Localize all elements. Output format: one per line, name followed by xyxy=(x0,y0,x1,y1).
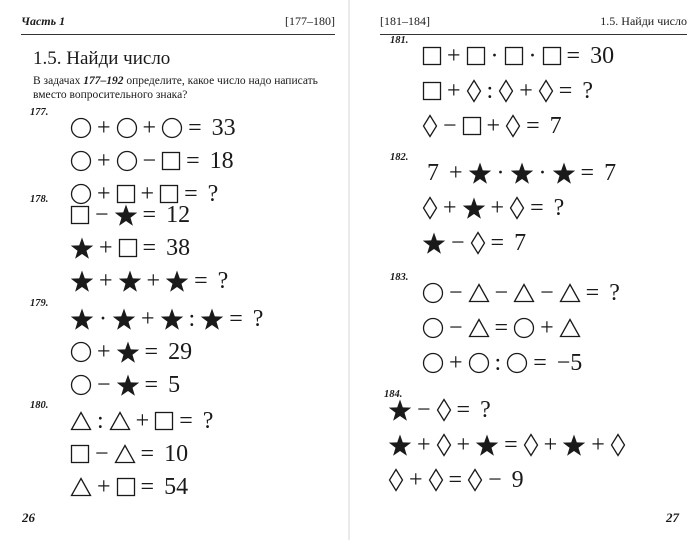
star-icon xyxy=(112,308,136,331)
minus-sign: − xyxy=(443,113,457,139)
diamond-icon xyxy=(428,468,444,492)
equation-value: ? xyxy=(553,195,565,221)
circle-icon xyxy=(506,352,528,374)
square-icon xyxy=(70,205,90,225)
equation-value: 7 xyxy=(549,113,562,139)
star-icon xyxy=(70,237,94,260)
equals-sign: = xyxy=(142,235,157,261)
plus-sign: + xyxy=(490,195,505,221)
problem-number: 182. xyxy=(390,152,409,163)
star-icon xyxy=(552,162,576,185)
triangle-icon xyxy=(559,318,581,338)
equals-sign: = xyxy=(144,339,159,365)
plus-sign: + xyxy=(97,115,111,141)
plus-sign: + xyxy=(456,432,471,458)
square-icon xyxy=(422,46,442,66)
star-icon xyxy=(160,308,184,331)
plus-sign: + xyxy=(591,432,605,458)
right-page xyxy=(350,0,699,540)
circle-icon xyxy=(70,117,92,139)
equals-sign: = xyxy=(448,467,463,493)
equals-sign: = xyxy=(526,113,540,139)
star-icon xyxy=(165,270,189,293)
circle-icon xyxy=(422,317,444,339)
triangle-icon xyxy=(559,283,581,303)
diamond-icon xyxy=(467,468,483,492)
minus-sign: − xyxy=(540,280,554,306)
equation-line xyxy=(70,266,233,296)
equation-line xyxy=(422,313,581,343)
plus-sign: + xyxy=(135,408,150,434)
divide-colon: : xyxy=(486,78,494,104)
square-icon xyxy=(70,444,90,464)
minus-sign: − xyxy=(494,280,509,306)
equation-value: 12 xyxy=(166,202,191,228)
equation-line xyxy=(70,146,239,176)
running-head-range: [181–184] xyxy=(380,14,430,28)
circle-icon xyxy=(468,352,490,374)
plus-sign: + xyxy=(417,432,431,458)
equals-sign: = xyxy=(142,202,157,228)
circle-icon xyxy=(70,150,92,172)
multiply-dot: · xyxy=(490,43,499,69)
minus-sign: − xyxy=(95,202,109,228)
equation-line xyxy=(388,395,496,425)
equals-sign: = xyxy=(456,397,471,423)
equals-sign: = xyxy=(533,350,547,376)
equation-line xyxy=(70,406,218,436)
equation-value: ? xyxy=(217,268,229,294)
problem-number: 180. xyxy=(30,400,49,411)
running-head-range: [177–180] xyxy=(285,14,335,28)
minus-sign: − xyxy=(95,441,109,467)
star-icon xyxy=(116,341,140,364)
square-icon xyxy=(466,46,486,66)
equals-sign: = xyxy=(184,181,198,207)
equation-line xyxy=(422,158,621,188)
square-icon xyxy=(542,46,562,66)
star-icon xyxy=(118,270,142,293)
equation-line xyxy=(70,233,195,263)
equals-sign: = xyxy=(140,441,155,467)
equation-line xyxy=(422,193,569,223)
diamond-icon xyxy=(436,433,452,457)
minus-sign: − xyxy=(488,467,502,493)
minus-sign: − xyxy=(97,372,111,398)
star-icon xyxy=(468,162,492,185)
equation-value: ? xyxy=(207,181,219,207)
equation-value: ? xyxy=(480,397,491,423)
equals-sign: = xyxy=(229,306,243,332)
minus-sign: − xyxy=(142,148,157,174)
multiply-dot: · xyxy=(538,160,547,186)
intro-text: В задачах 177–192 определите, какое число надо написать вместо вопросительного знака? xyxy=(33,75,318,101)
multiply-dot: · xyxy=(99,306,107,332)
equation-value: ? xyxy=(202,408,214,434)
equation-line xyxy=(70,370,185,400)
plus-sign: + xyxy=(97,474,111,500)
star-icon xyxy=(388,399,412,422)
plus-sign: + xyxy=(443,195,457,221)
equals-sign: = xyxy=(188,115,202,141)
plus-sign: + xyxy=(519,78,533,104)
problem-number: 181. xyxy=(390,35,409,46)
equation-value: ? xyxy=(582,78,593,104)
equals-sign: = xyxy=(140,474,155,500)
circle-icon xyxy=(513,317,535,339)
equation-line xyxy=(422,228,531,258)
circle-icon xyxy=(70,374,92,396)
star-icon xyxy=(70,308,94,331)
plus-sign: + xyxy=(97,339,111,365)
minus-sign: − xyxy=(449,280,463,306)
problem-number: 183. xyxy=(390,272,409,283)
left-page xyxy=(0,0,349,540)
triangle-icon xyxy=(468,318,490,338)
equals-sign: = xyxy=(558,78,573,104)
diamond-icon xyxy=(422,114,438,138)
star-icon xyxy=(114,204,138,227)
equals-sign: = xyxy=(179,408,193,434)
problem-number: 179. xyxy=(30,298,49,309)
multiply-dot: · xyxy=(528,43,537,69)
square-icon xyxy=(504,46,524,66)
equation-value: ? xyxy=(252,306,264,332)
equation-value: 5 xyxy=(168,372,181,398)
minus-sign: − xyxy=(449,315,463,341)
plus-sign: + xyxy=(141,306,155,332)
plus-sign: + xyxy=(449,160,463,186)
star-icon xyxy=(475,434,499,457)
equation-line xyxy=(70,200,195,230)
equation-value: 30 xyxy=(590,43,615,69)
equation-line xyxy=(422,41,619,71)
triangle-icon xyxy=(70,411,92,431)
diamond-icon xyxy=(470,231,486,255)
triangle-icon xyxy=(513,283,535,303)
equation-value: 29 xyxy=(168,339,193,365)
star-icon xyxy=(200,308,224,331)
plus-sign: + xyxy=(447,78,461,104)
equals-sign: = xyxy=(494,315,509,341)
equals-sign: = xyxy=(580,160,595,186)
plus-sign: + xyxy=(540,315,554,341)
equation-value: ? xyxy=(609,280,620,306)
circle-icon xyxy=(422,352,444,374)
equation-value: 7 xyxy=(427,160,439,186)
page-number-left: 26 xyxy=(22,510,35,525)
equation-line xyxy=(422,76,598,106)
triangle-icon xyxy=(109,411,131,431)
equation-value: 18 xyxy=(209,148,234,174)
star-icon xyxy=(388,434,412,457)
square-icon xyxy=(154,411,174,431)
equals-sign: = xyxy=(186,148,200,174)
divide-colon: : xyxy=(97,408,104,434)
star-icon xyxy=(422,232,446,255)
plus-sign: + xyxy=(99,268,113,294)
plus-sign: + xyxy=(97,181,111,207)
equals-sign: = xyxy=(504,432,518,458)
square-icon xyxy=(161,151,181,171)
equals-sign: = xyxy=(144,372,159,398)
page-number-right: 27 xyxy=(666,510,679,525)
equation-line xyxy=(70,113,241,143)
equation-line xyxy=(388,465,529,495)
problem-number: 178. xyxy=(30,194,49,205)
multiply-dot: · xyxy=(496,160,505,186)
square-icon xyxy=(462,116,482,136)
equation-line xyxy=(70,337,197,367)
divide-colon: : xyxy=(494,350,502,376)
problem-number: 177. xyxy=(30,107,49,118)
equation-value: 9 xyxy=(511,467,524,493)
square-icon xyxy=(116,477,136,497)
circle-icon xyxy=(116,117,138,139)
plus-sign: + xyxy=(447,43,461,69)
diamond-icon xyxy=(388,468,404,492)
plus-sign: + xyxy=(543,432,558,458)
triangle-icon xyxy=(114,444,136,464)
diamond-icon xyxy=(466,79,482,103)
equation-value: 10 xyxy=(164,441,189,467)
triangle-icon xyxy=(468,283,490,303)
plus-sign: + xyxy=(99,235,113,261)
diamond-icon xyxy=(523,433,539,457)
plus-sign: + xyxy=(146,268,161,294)
star-icon xyxy=(116,374,140,397)
equals-sign: = xyxy=(194,268,208,294)
circle-icon xyxy=(70,341,92,363)
header-rule xyxy=(380,34,687,35)
equation-line xyxy=(70,304,268,334)
star-icon xyxy=(510,162,534,185)
equation-line xyxy=(70,439,193,469)
running-head-left: Часть 1 xyxy=(21,14,66,28)
equation-value: 33 xyxy=(211,115,236,141)
equation-value: 7 xyxy=(514,230,527,256)
divide-colon: : xyxy=(188,306,196,332)
section-title: 1.5. Найди число xyxy=(33,48,171,69)
equals-sign: = xyxy=(585,280,600,306)
equation-value: −5 xyxy=(556,350,583,376)
equation-value: 54 xyxy=(164,474,189,500)
equals-sign: = xyxy=(566,43,581,69)
star-icon xyxy=(462,197,486,220)
equation-value: 38 xyxy=(166,235,191,261)
running-head-section: 1.5. Найди число xyxy=(600,14,687,28)
equation-value: 7 xyxy=(604,160,617,186)
diamond-icon xyxy=(505,114,521,138)
square-icon xyxy=(118,238,138,258)
diamond-icon xyxy=(422,196,438,220)
plus-sign: + xyxy=(142,115,157,141)
equation-line xyxy=(70,472,193,502)
circle-icon xyxy=(422,282,444,304)
equals-sign: = xyxy=(490,230,505,256)
plus-sign: + xyxy=(140,181,155,207)
plus-sign: + xyxy=(449,350,463,376)
header-rule xyxy=(21,34,335,35)
diamond-icon xyxy=(436,398,452,422)
diamond-icon xyxy=(509,196,525,220)
star-icon xyxy=(562,434,586,457)
equation-line xyxy=(422,278,625,308)
plus-sign: + xyxy=(97,148,111,174)
triangle-icon xyxy=(70,477,92,497)
equation-line xyxy=(388,430,626,460)
circle-icon xyxy=(161,117,183,139)
equation-line xyxy=(422,348,587,378)
diamond-icon xyxy=(610,433,626,457)
equals-sign: = xyxy=(530,195,544,221)
diamond-icon xyxy=(498,79,514,103)
circle-icon xyxy=(116,150,138,172)
minus-sign: − xyxy=(417,397,431,423)
star-icon xyxy=(70,270,94,293)
plus-sign: + xyxy=(486,113,501,139)
problem-number: 184. xyxy=(384,389,403,400)
minus-sign: − xyxy=(451,230,465,256)
square-icon xyxy=(422,81,442,101)
diamond-icon xyxy=(538,79,554,103)
plus-sign: + xyxy=(409,467,423,493)
equation-line xyxy=(422,111,567,141)
